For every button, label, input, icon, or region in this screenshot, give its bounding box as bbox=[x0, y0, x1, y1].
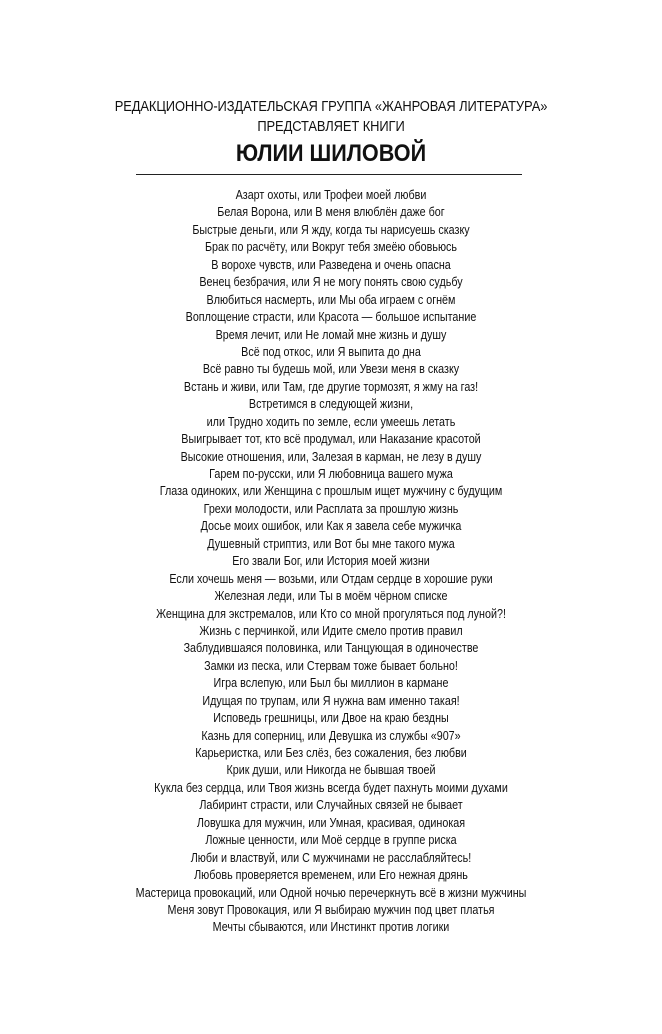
book-title-item: Исповедь грешницы, или Двое на краю бездны bbox=[213, 711, 449, 726]
book-title-item: Лабиринт страсти, или Случайных связей не бывает bbox=[199, 798, 463, 813]
book-title-item: Люби и властвуй, или С мужчинами не расслабляйтесь! bbox=[190, 850, 472, 865]
book-title-item: Глаза одиноких, или Женщина с прошлым ищет мужчину с будущим bbox=[159, 484, 503, 499]
book-title-item: Кукла без сердца, или Твоя жизнь всегда будет пахнуть моими духами bbox=[154, 780, 508, 795]
book-title-item: или Трудно ходить по земле, если умеешь летать bbox=[206, 414, 456, 429]
book-title-item: Казнь для соперниц, или Девушка из службы «907» bbox=[201, 728, 461, 743]
book-title-item: Время лечит, или Не ломай мне жизнь и душу bbox=[215, 327, 447, 342]
book-title-item: Жизнь с перчинкой, или Идите смело против правил bbox=[199, 623, 463, 638]
publisher-header bbox=[0, 97, 662, 169]
book-title-item: Душевный стриптиз, или Вот бы мне такого мужа bbox=[207, 536, 455, 551]
book-title-item: Женщина для экстремалов, или Кто со мной прогуляться под луной?! bbox=[156, 606, 506, 621]
book-title-item: Влюбиться насмерть, или Мы оба играем с огнём bbox=[206, 292, 456, 307]
header-divider bbox=[136, 174, 522, 175]
book-title-item: Карьеристка, или Без слёз, без сожаления, без любви bbox=[195, 746, 467, 760]
book-title-item: Заблудившаяся половинка, или Танцующая в одиночестве bbox=[183, 641, 479, 656]
book-title-item: Гарем по-русски, или Я любовница вашего мужа bbox=[209, 467, 453, 481]
book-title-item: Всё равно ты будешь мой, или Увези меня в сказку bbox=[202, 362, 460, 377]
book-title-item: Брак по расчёту, или Вокруг тебя змеёю обовьюсь bbox=[204, 240, 458, 255]
book-title-item: Меня зовут Провокация, или Я выбираю мужчин под цвет платья bbox=[167, 902, 495, 917]
book-title-item: Досье моих ошибок, или Как я завела себе мужичка bbox=[200, 519, 462, 534]
book-title-item: Мечты сбываются, или Инстинкт против логики bbox=[212, 920, 450, 935]
book-title-item: Азарт охоты, или Трофеи моей любви bbox=[235, 188, 427, 202]
book-title-item: Венец безбрачия, или Я не могу понять свою судьбу bbox=[199, 275, 463, 290]
book-title-item: Крик души, или Никогда не бывшая твоей bbox=[226, 763, 436, 778]
book-title-item: Всё под откос, или Я выпита до дна bbox=[241, 344, 421, 359]
book-title-item: Воплощение страсти, или Красота — большое испытание bbox=[185, 310, 477, 325]
book-title-item: Мастерица провокаций, или Одной ночью перечеркнуть всё в жизни мужчины bbox=[135, 885, 527, 900]
book-title-item: Грехи молодости, или Расплата за прошлую жизнь bbox=[203, 501, 459, 516]
book-title-item: Если хочешь меня — возьми, или Отдам сердце в хорошие руки bbox=[169, 571, 493, 586]
book-title-item: Железная леди, или Ты в моём чёрном списке bbox=[214, 589, 448, 604]
book-title-item: В ворохе чувств, или Разведена и очень опасна bbox=[211, 257, 451, 272]
book-title-item: Любовь проверяется временем, или Его нежная дрянь bbox=[194, 868, 468, 883]
book-title-item: Замки из песка, или Стервам тоже бывает больно! bbox=[204, 658, 458, 673]
book-title-item: Белая Ворона, или В меня влюблён даже бог bbox=[217, 205, 445, 220]
book-title-item: Встретимся в следующей жизни, bbox=[248, 397, 414, 412]
book-title-item: Ловушка для мужчин, или Умная, красивая, одинокая bbox=[196, 815, 466, 830]
book-title-item: Ложные ценности, или Моё сердце в группе риска bbox=[205, 833, 457, 848]
book-title-item: Высокие отношения, или, Залезая в карман, не лезу в душу bbox=[180, 449, 482, 464]
publisher-name: РЕДАКЦИОННО-ИЗДАТЕЛЬСКАЯ ГРУППА «ЖАНРОВАЯ ЛИТЕРАТУРА» bbox=[114, 98, 548, 115]
book-title-item: Игра вслепую, или Был бы миллион в кармане bbox=[213, 676, 449, 691]
book-title-item: Выигрывает тот, кто всё продумал, или Наказание красотой bbox=[181, 432, 481, 447]
presents-line: ПРЕДСТАВЛЯЕТ КНИГИ bbox=[257, 118, 405, 135]
book-title-list bbox=[0, 187, 662, 937]
book-title-item: Его звали Бог, или История моей жизни bbox=[232, 554, 430, 569]
book-title-item: Встань и живи, или Там, где другие тормозят, я жму на газ! bbox=[183, 379, 479, 394]
author-name: ЮЛИИ ШИЛОВОЙ bbox=[235, 140, 427, 167]
book-title-item: Идущая по трупам, или Я нужна вам именно такая! bbox=[202, 693, 460, 708]
book-title-item: Быстрые деньги, или Я жду, когда ты нарисуешь сказку bbox=[192, 222, 470, 237]
